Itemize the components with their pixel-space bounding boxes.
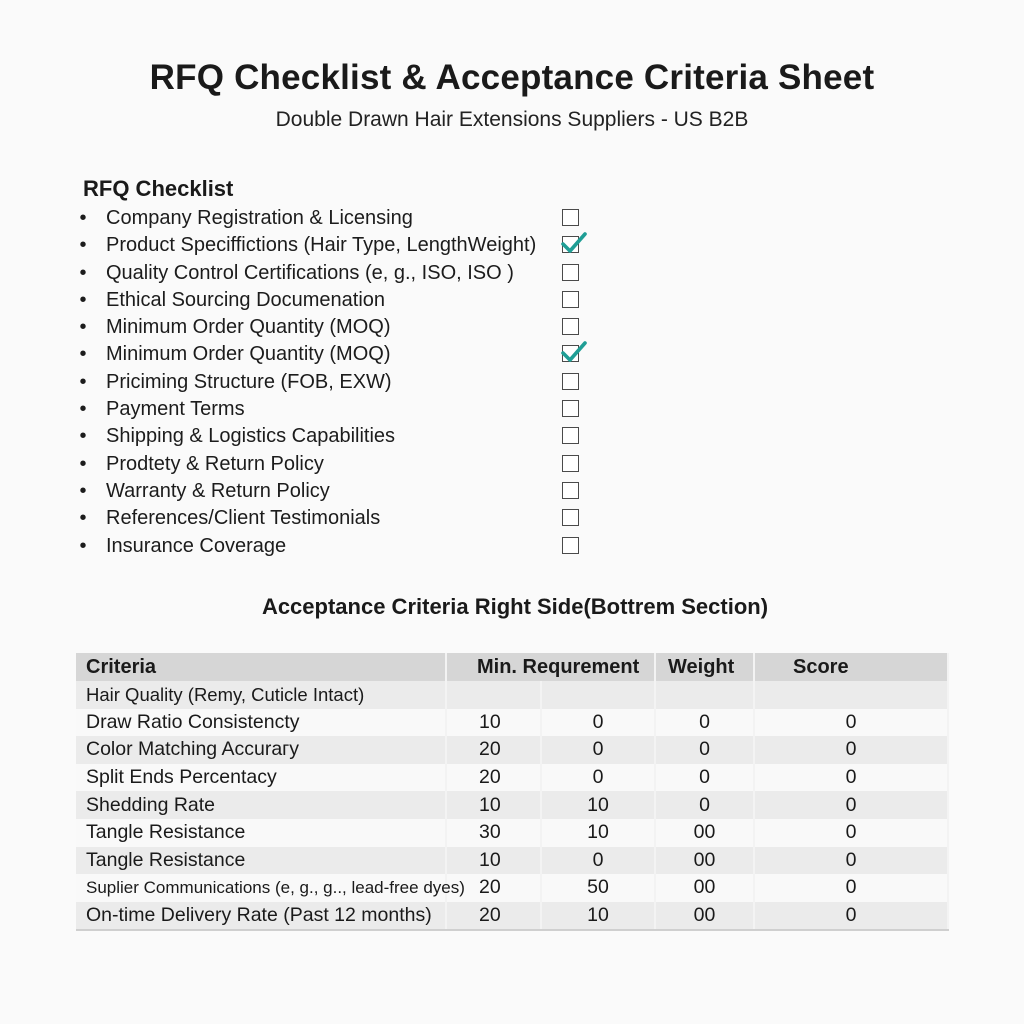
bullet-icon: • [79,234,87,257]
bullet-icon: • [79,534,87,557]
acceptance-criteria-table [76,653,949,931]
weight-cell: 00 [655,874,754,902]
min-requirement-cell: 20 [446,874,541,902]
checklist-item [76,314,596,341]
criteria-cell: Tangle Resistance [76,847,446,875]
checklist-item-label: Minimum Order Quantity (MOQ) [106,343,391,366]
checklist-item [76,451,596,478]
min-requirement-secondary-cell: 0 [541,764,655,792]
checkmark-icon [561,340,587,364]
min-requirement-cell: 20 [446,902,541,931]
weight-cell: 00 [655,819,754,847]
acceptance-heading: Acceptance Criteria Right Side(Bottrem Section) [261,594,769,619]
bullet-icon: • [79,261,87,284]
min-requirement-secondary-cell: 0 [541,736,655,764]
score-cell: 0 [754,736,948,764]
min-requirement-secondary-cell [541,681,655,709]
checklist-item [76,396,596,423]
rfq-checklist [76,205,596,560]
criteria-cell: On-time Delivery Rate (Past 12 months) [76,902,446,931]
checklist-checkbox[interactable] [562,537,579,554]
checklist-item [76,533,596,560]
checklist-item [76,478,596,505]
page-title: RFQ Checklist & Acceptance Criteria Sheet [149,58,875,97]
checklist-checkbox[interactable] [562,455,579,472]
table-row [76,791,948,819]
checklist-item [76,232,596,259]
checklist-checkbox[interactable] [562,400,579,417]
checkmark-icon [561,231,587,255]
checklist-item [76,341,596,368]
checklist-item [76,205,596,232]
min-requirement-secondary-cell: 10 [541,791,655,819]
table-row [76,902,948,931]
checklist-checkbox[interactable] [562,427,579,444]
bullet-icon: • [79,507,87,530]
criteria-cell: Shedding Rate [76,791,446,819]
bullet-icon: • [79,343,87,366]
table-row [76,709,948,737]
bullet-icon: • [79,316,87,339]
criteria-cell: Hair Quality (Remy, Cuticle Intact) [76,681,446,709]
table-row [76,819,948,847]
score-cell: 0 [754,819,948,847]
bullet-icon: • [79,288,87,311]
min-requirement-cell: 30 [446,819,541,847]
column-header-score: Score [754,653,948,681]
min-requirement-cell: 10 [446,791,541,819]
min-requirement-secondary-cell: 0 [541,709,655,737]
score-cell: 0 [754,902,948,931]
checklist-checkbox[interactable] [562,509,579,526]
min-requirement-cell: 20 [446,764,541,792]
checklist-item-label: Shipping & Logistics Capabilities [106,425,396,448]
table-row [76,874,948,902]
checklist-item-label: Warranty & Return Policy [106,479,330,502]
weight-cell [655,681,754,709]
criteria-cell: Tangle Resistance [76,819,446,847]
bullet-icon: • [79,452,87,475]
checklist-item-label: Company Registration & Licensing [106,207,413,229]
column-header-criteria: Criteria [76,653,446,681]
table-row [76,736,948,764]
page-subtitle: Double Drawn Hair Extensions Suppliers - US B2B [275,108,749,131]
checklist-item-label: Insurance Coverage [106,534,287,557]
checklist-checkbox[interactable] [562,236,579,253]
score-cell: 0 [754,791,948,819]
checklist-checkbox[interactable] [562,482,579,499]
column-header-weight: Weight [655,653,754,681]
checklist-heading: RFQ Checklist [83,176,234,201]
weight-cell: 00 [655,847,754,875]
table-row [76,681,948,709]
criteria-cell: Split Ends Percentacy [76,764,446,792]
table-header-row [76,653,948,681]
checklist-checkbox[interactable] [562,373,579,390]
checklist-item [76,260,596,287]
criteria-table-body [76,681,948,930]
min-requirement-cell [446,681,541,709]
bullet-icon: • [79,370,87,393]
checklist-checkbox[interactable] [562,209,579,226]
checklist-checkbox[interactable] [562,345,579,362]
weight-cell: 0 [655,736,754,764]
min-requirement-cell: 10 [446,847,541,875]
checklist-checkbox[interactable] [562,264,579,281]
weight-cell: 00 [655,902,754,931]
checklist-checkbox[interactable] [562,291,579,308]
checklist-item-label: Quality Control Certifications (e, g., ISO, ISO ) [106,261,514,284]
min-requirement-cell: 10 [446,709,541,737]
checklist-item-label: Prodtety & Return Policy [106,452,324,475]
table-row [76,764,948,792]
table-row [76,847,948,875]
min-requirement-secondary-cell: 10 [541,819,655,847]
score-cell [754,681,948,709]
checklist-item-label: Priciming Structure (FOB, EXW) [106,370,392,393]
bullet-icon: • [79,398,87,421]
bullet-icon: • [79,479,87,502]
bullet-icon: • [79,425,87,448]
weight-cell: 0 [655,709,754,737]
checklist-checkbox[interactable] [562,318,579,335]
checklist-item-label: Payment Terms [106,398,245,421]
column-header-min-requirement: Min. Requrement [446,653,655,681]
checklist-item [76,505,596,532]
score-cell: 0 [754,874,948,902]
criteria-cell: Color Matching Accurагу [76,736,446,764]
weight-cell: 0 [655,791,754,819]
criteria-cell: Suplier Communications (e, g., g.., lead-free dyes) [76,874,446,902]
min-requirement-secondary-cell: 10 [541,902,655,931]
checklist-item [76,287,596,314]
min-requirement-secondary-cell: 50 [541,874,655,902]
checklist-item [76,369,596,396]
score-cell: 0 [754,847,948,875]
min-requirement-secondary-cell: 0 [541,847,655,875]
checklist-item [76,423,596,450]
checklist-item-label: Minimum Order Quantity (MOQ) [106,316,391,339]
bullet-icon: • [79,207,87,229]
weight-cell: 0 [655,764,754,792]
min-requirement-cell: 20 [446,736,541,764]
checklist-item-label: Product Speciffictions (Hair Type, LengthWeight) [106,234,537,257]
score-cell: 0 [754,709,948,737]
criteria-cell: Draw Ratio Consistencty [76,709,446,737]
checklist-item-label: Ethical Sourcing Documenation [106,288,386,311]
checklist-item-label: References/Client Testimonials [106,507,381,530]
score-cell: 0 [754,764,948,792]
